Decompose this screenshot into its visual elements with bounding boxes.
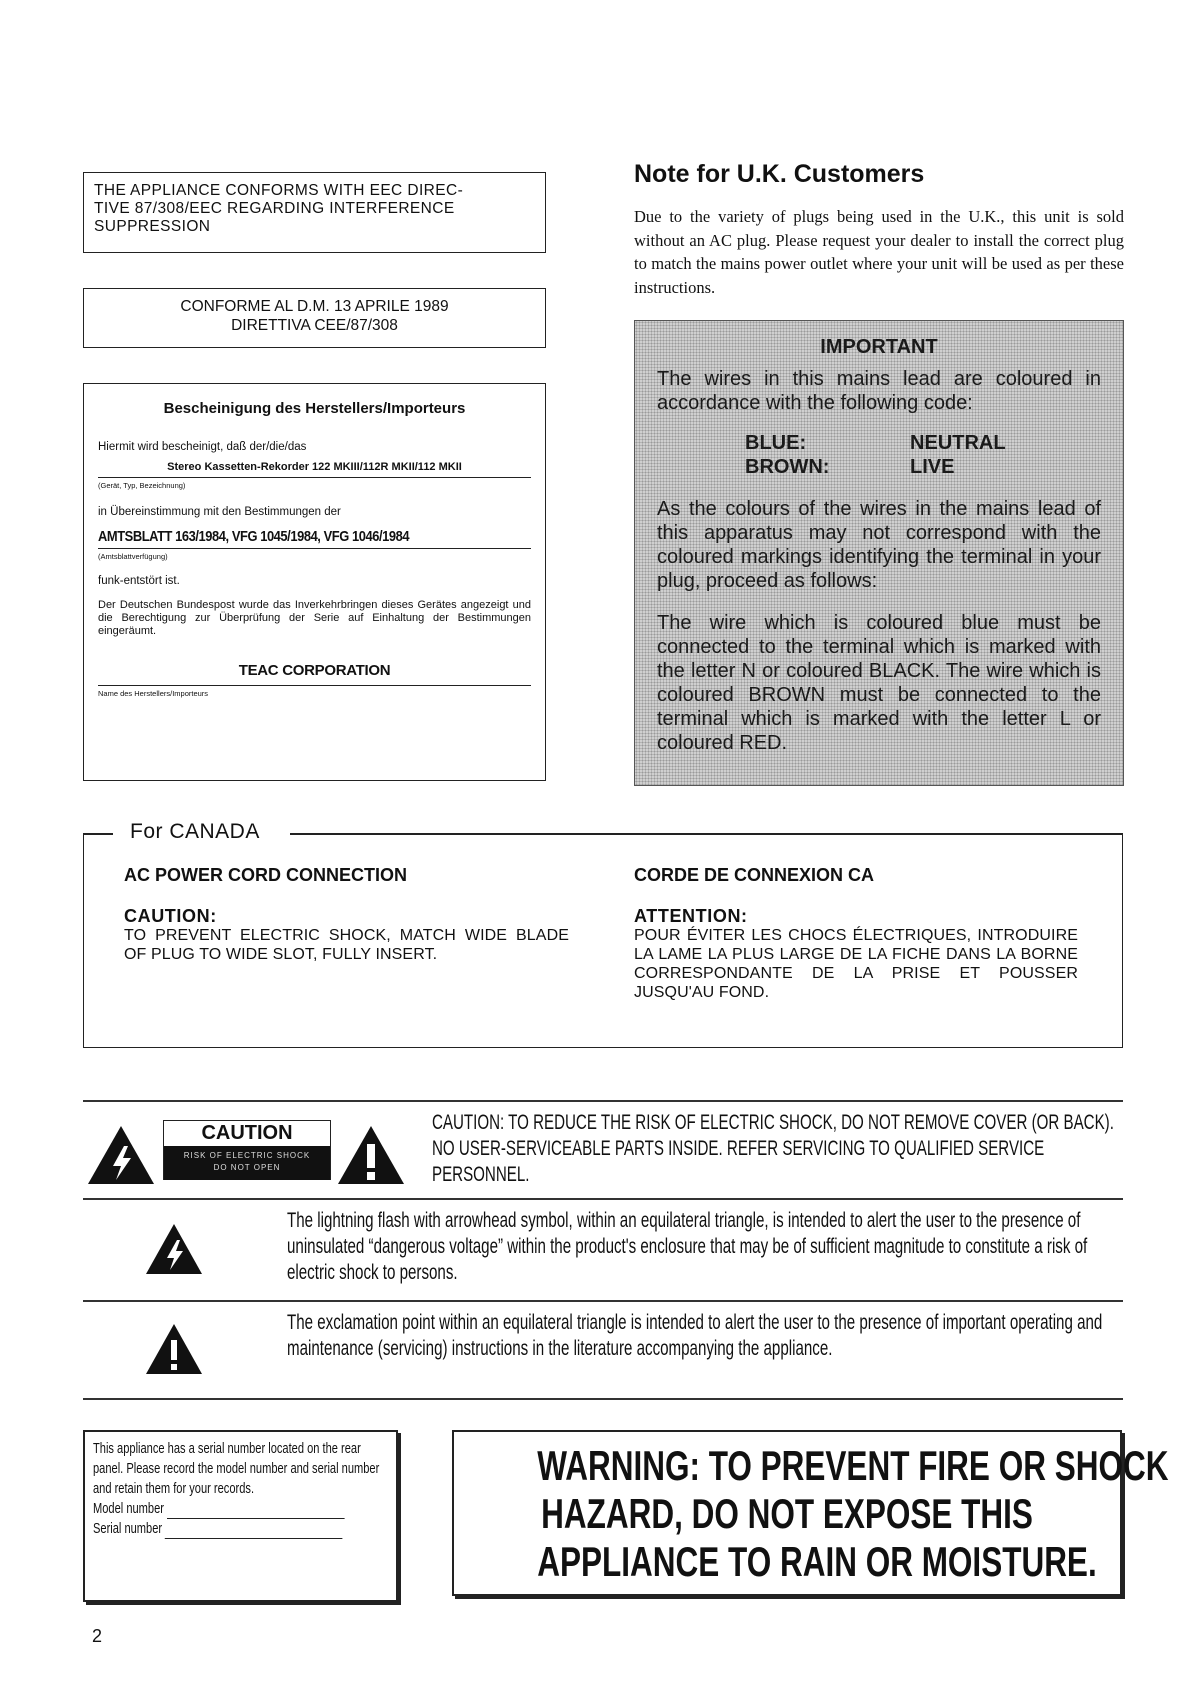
lightning-text-wrap: [287, 1208, 1122, 1292]
warning-line-2: HAZARD, DO NOT EXPOSE THIS: [541, 1490, 1033, 1537]
model-number-line: [167, 1504, 345, 1519]
certificate-conformity: in Übereinstimmung mit den Bestimmungen der: [98, 506, 341, 518]
canada-english-text: TO PREVENT ELECTRIC SHOCK, MATCH WIDE BLADE OF PLUG TO WIDE SLOT, FULLY INSERT.: [124, 927, 569, 963]
important-box: [634, 320, 1124, 786]
canada-french-column: [634, 866, 1078, 1002]
canada-english-heading: AC POWER CORD CONNECTION: [124, 865, 407, 885]
wire-color: BROWN:: [745, 456, 830, 478]
canada-top-rule-right: [290, 833, 1123, 835]
lightning-triangle-icon: [144, 1222, 204, 1276]
uk-note-title: Note for U.K. Customers: [634, 160, 925, 188]
certificate-intro: Hiermit wird bescheinigt, daß der/die/das: [98, 441, 307, 453]
canada-french-text: POUR ÉVITER LES CHOCS ÉLECTRIQUES, INTRODUIRE LA LAME LA PLUS LARGE DE LA FICHE DANS LA BORNE CORRESPONDANTE DE LA PRISE ET POUSSER JUSQU'AU FOND.: [634, 927, 1078, 1001]
important-para-1: As the colours of the wires in the mains lead of this apparatus may not correspond with the coloured markings identifying the terminal in your plug, proceed as follows:: [657, 498, 1101, 592]
canada-french-heading: CORDE DE CONNEXION CA: [634, 865, 875, 885]
lightning-text: The lightning flash with arrowhead symbol, within an equilateral triangle, is intended to alert the user to the presence of uninsulated “dangerous voltage” within the product's enclosure that may be of sufficient magnitude to constitute a risk of electric shock to persons.: [287, 1209, 1088, 1284]
product-caption: (Gerät, Typ, Bezeichnung): [98, 481, 186, 490]
exclamation-text: The exclamation point within an equilateral triangle is intended to alert the user to the presence of important operating and maintenance (servicing) instructions in the literature accompanying the appliance.: [287, 1311, 1103, 1360]
important-intro: The wires in this mains lead are coloured in accordance with the following code:: [657, 368, 1101, 414]
serial-box-text-block: [93, 1439, 382, 1539]
canada-french-caution: ATTENTION:: [634, 906, 748, 926]
exclamation-triangle-icon: [144, 1322, 204, 1376]
eec-line: SUPPRESSION: [94, 218, 211, 235]
divider: [83, 1198, 1123, 1200]
uk-note-body: Due to the variety of plugs being used in the U.K., this unit is sold without an AC plug. Please request your dealer to install the correct plug to match the mains power outlet where your unit will be used as per these instructions.: [634, 207, 1124, 297]
divider: [83, 1398, 1123, 1400]
regulations-line: [98, 528, 531, 549]
canada-top-rule-left: [83, 833, 113, 835]
certificate-company: TEAC CORPORATION: [98, 662, 531, 686]
lightning-triangle-icon: [86, 1124, 156, 1186]
eec-notice-box: [83, 172, 546, 253]
manufacturer-certificate: [83, 383, 546, 781]
serial-number-row: [93, 1519, 382, 1539]
certificate-suppression: funk-entstört ist.: [98, 575, 180, 587]
caution-label-line-2: DO NOT OPEN: [213, 1163, 281, 1172]
wire-meaning: LIVE: [910, 456, 955, 478]
model-number-row: [93, 1499, 382, 1519]
canada-english-column: [124, 866, 569, 964]
important-title: IMPORTANT: [820, 336, 938, 358]
wire-color-codes: [745, 431, 1101, 479]
important-para-2: The wire which is coloured blue must be connected to the terminal which is marked with the letter N or coloured BLACK. The wire which is coloured BROWN must be connected to the terminal which is marked with the letter L or coloured RED.: [657, 612, 1101, 754]
page-number: 2: [92, 1626, 103, 1646]
warning-line-1: WARNING: TO PREVENT FIRE OR SHOCK: [537, 1442, 1169, 1489]
canada-english-caution: CAUTION:: [124, 906, 217, 926]
warning-box: [452, 1430, 1169, 1596]
caution-label-line-1: RISK OF ELECTRIC SHOCK: [183, 1151, 311, 1160]
certificate-title: Bescheinigung des Herstellers/Importeurs: [163, 400, 466, 417]
italy-notice-box: [83, 288, 546, 348]
caution-label-title: CAUTION: [201, 1122, 293, 1144]
caution-label: [163, 1120, 331, 1180]
caution-label-bottom: [164, 1146, 330, 1180]
exclamation-text-wrap: [287, 1310, 1122, 1394]
italy-line-1: CONFORME AL D.M. 13 APRILE 1989: [180, 298, 449, 315]
caution-text-wrap: [432, 1110, 1122, 1194]
certificate-statement: Der Deutschen Bundespost wurde das Inverkehrbringen dieses Gerätes angezeigt und die Berechtigung zur Überprüfung der Serie auf Einhaltung der Bestimmungen eingeräumt.: [98, 599, 531, 637]
certificate-product: Stereo Kassetten-Rekorder 122 MKIII/112R MKII/112 MKII: [98, 461, 531, 478]
regulations-caption: (Amtsblattverfügung): [98, 552, 168, 561]
eec-line: THE APPLIANCE CONFORMS WITH EEC DIREC-: [94, 182, 464, 199]
italy-line-2: DIRETTIVA CEE/87/308: [231, 317, 398, 334]
warning-line-3: APPLIANCE TO RAIN OR MOISTURE.: [537, 1538, 1097, 1585]
caution-text: CAUTION: TO REDUCE THE RISK OF ELECTRIC SHOCK, DO NOT REMOVE COVER (OR BACK). NO USER-SERVICEABLE PARTS INSIDE. REFER SERVICING TO QUALIFIED SERVICE PERSONNEL.: [432, 1111, 1114, 1186]
eec-line: TIVE 87/308/EEC REGARDING INTERFERENCE: [94, 200, 455, 217]
canada-title: For CANADA: [130, 820, 260, 843]
wire-meaning: NEUTRAL: [910, 432, 1006, 454]
serial-number-label: Serial number: [93, 1520, 163, 1537]
wire-color: BLUE:: [745, 432, 807, 454]
model-number-label: Model number: [93, 1500, 164, 1517]
serial-box-text: This appliance has a serial number located on the rear panel. Please record the model number and serial number and retain them for your records.: [93, 1440, 380, 1497]
serial-number-box: [83, 1430, 398, 1602]
certificate-regulations: AMTSBLATT 163/1984, VFG 1045/1984, VFG 1046/1984: [98, 528, 410, 545]
divider: [83, 1100, 1123, 1102]
serial-number-line: [165, 1524, 343, 1539]
exclamation-triangle-icon: [336, 1124, 406, 1186]
company-caption: Name des Herstellers/Importeurs: [98, 689, 209, 698]
divider: [83, 1300, 1123, 1302]
